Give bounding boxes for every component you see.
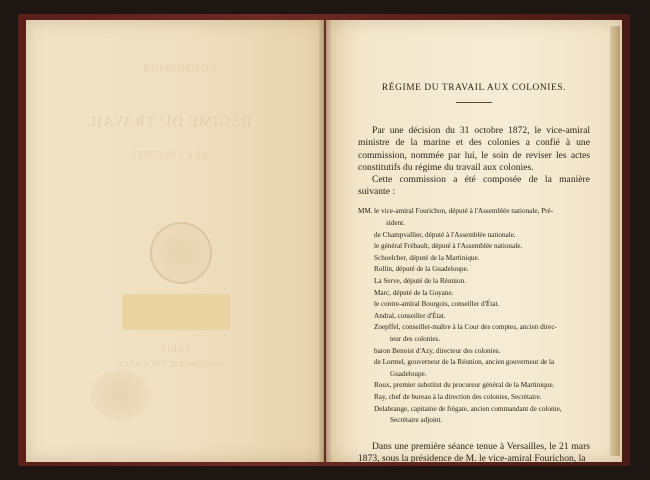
paragraph-first-session: [358, 441, 590, 465]
page-stack-edge: [610, 26, 620, 456]
members-prefix: MM.: [358, 207, 373, 216]
member-entry: de Lormel, gouverneur de la Réunion, ancien gouverneur de la: [374, 358, 555, 367]
member-entry: Marc, député de la Guyane.: [374, 288, 454, 297]
member-entry-continuation: Secrétaire adjoint.: [390, 416, 443, 425]
text-line: de la marine et des colonies a confié à une commission, nommée: [358, 137, 590, 161]
paragraph-intro: [358, 125, 590, 174]
showthrough-line: AUX COLONIES: [130, 150, 209, 160]
heading-rule: [456, 102, 492, 103]
member-entry: Schoelcher, député de la Martinique.: [374, 253, 480, 262]
paper-label-patch: [122, 294, 230, 330]
member-entry: de Champvallier, député à l'Assemblée nationale.: [374, 230, 516, 239]
member-entry: Zoepffel, conseiller-maître à la Cour des comptes, ancien direc-: [374, 323, 557, 332]
member-entry-continuation: Guadeloupe.: [390, 369, 427, 378]
text-line: Dans une première séance tenue à Versailles, le 21 mars: [372, 440, 590, 452]
paper-stain: [90, 370, 150, 420]
text-line: Par une décision du 31 octobre 1872, le vice-amiral ministre: [358, 125, 590, 149]
member-entry-continuation: sident.: [386, 219, 405, 228]
member-entry: baron Benoist d'Azy, directeur des colonies.: [374, 346, 501, 355]
page-heading: RÉGIME DU TRAVAIL AUX COLONIES.: [381, 83, 567, 93]
member-entry: le général Frébault, député à l'Assemblée nationale.: [374, 242, 523, 251]
book-gutter: [318, 20, 332, 462]
right-page-text: [358, 70, 590, 465]
showthrough-line: PARIS: [160, 344, 190, 354]
member-entry: Andral, conseiller d'État.: [374, 311, 446, 320]
member-entry: La Serve, député de la Réunion.: [374, 276, 467, 285]
paragraph-composition: Cette commission a été composée de la manière suivante :: [358, 174, 590, 198]
member-entry: Ray, chef de bureau à la direction des colonies, Secrétaire.: [374, 392, 542, 401]
showthrough-line: RÉGIME DU TRAVAIL: [86, 114, 252, 130]
showthrough-line: IMPRIMERIE NATIONALE: [118, 360, 221, 368]
member-list: [358, 206, 590, 426]
member-entry: Delabrange, capitaine de frégate, ancien commandant de colonie,: [374, 404, 562, 413]
member-entry: le vice-amiral Fourichon, député à l'Assemblée nationale, Pré-: [374, 207, 554, 216]
member-entry-continuation: teur des colonies.: [390, 334, 441, 343]
member-entry: le contre-amiral Bourgois, conseiller d'État.: [374, 300, 500, 309]
text-line: 1873, sous la présidence de M. le vice-amiral Fourichon, la: [358, 452, 586, 464]
text-line: par lui, le soin de reviser les actes constitutifs du régime du: [358, 149, 590, 173]
showthrough-seal: [150, 222, 212, 284]
member-entry: Roux, premier substitut du procureur général de la Martinique.: [374, 381, 555, 390]
member-entry: Rollin, député de la Guadeloupe.: [374, 265, 469, 274]
text-line: travail aux colonies.: [456, 161, 534, 173]
showthrough-line: COMMISSION: [142, 64, 216, 75]
